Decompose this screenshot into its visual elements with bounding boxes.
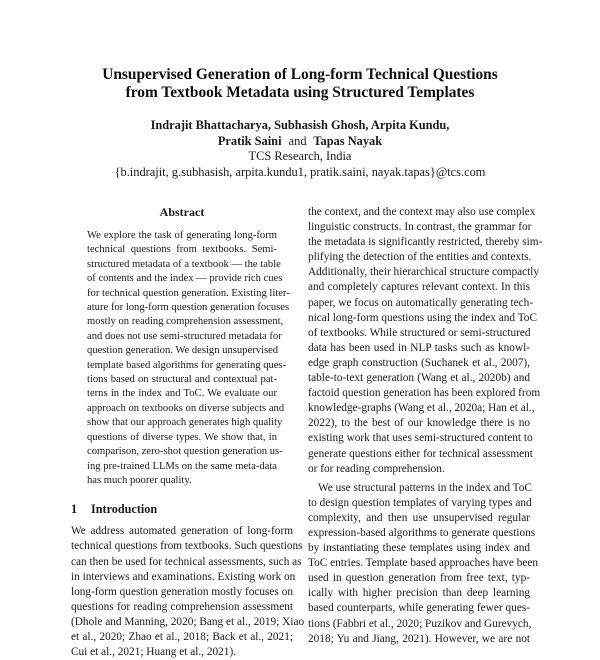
body-line: table-to-text generation (Wang et al., 2020b) and bbox=[308, 372, 530, 385]
section-number: 1 bbox=[71, 502, 78, 517]
body-line: Cui et al., 2021; Huang et al., 2021). bbox=[71, 646, 237, 659]
right-paragraph-2 bbox=[308, 481, 539, 647]
author-pratik-saini: Pratik Saini bbox=[217, 133, 282, 148]
body-line: nical long-form questions using the index and ToC bbox=[308, 311, 537, 324]
body-line: or for reading comprehension. bbox=[308, 462, 445, 475]
body-line: factoid question generation has been explored from bbox=[308, 387, 541, 400]
abstract-line: mostly on reading comprehension assessment, bbox=[87, 316, 284, 328]
body-line: tions (Fabbri et al., 2020; Puzikov and Gurevych, bbox=[308, 617, 532, 630]
author-names-line-1: Indrajit Bhattacharya, Subhasish Ghosh, Arpita Kundu, bbox=[150, 118, 450, 132]
introduction-paragraph bbox=[71, 524, 305, 660]
abstract-line: show that our approach generates high quality bbox=[87, 417, 283, 429]
abstract-line: ing pre-trained LLMs on the same meta-data bbox=[87, 460, 277, 472]
body-line: the metadata is significantly restricted, thereby sim- bbox=[308, 236, 543, 249]
body-line: 2018; Yu and Jiang, 2021). However, we are not bbox=[308, 632, 530, 645]
abstract-line: We explore the task of generating long-form bbox=[87, 230, 277, 241]
body-line: long-form question generation mostly focuses on bbox=[71, 585, 293, 598]
body-line: of textbooks. While structured or semi-structured bbox=[308, 326, 531, 339]
abstract-line: question generation. We design unsupervised bbox=[87, 345, 279, 357]
abstract-line: approach on textbooks on diverse subjects and bbox=[87, 402, 285, 414]
body-line: questions for reading comprehension assessment bbox=[71, 600, 293, 613]
body-line: ically with higher precision than deep learning bbox=[308, 587, 530, 600]
body-line: 2022), to the best of our knowledge there is no bbox=[308, 417, 530, 430]
abstract-line: technical questions from textbooks. Semi- bbox=[87, 244, 277, 256]
abstract-line: terns in the index and ToC. We evaluate our bbox=[87, 388, 277, 400]
body-line: We address automated generation of long-form bbox=[71, 525, 293, 538]
body-line: to design question templates of varying types and bbox=[308, 496, 532, 509]
body-line: by instantiating these templates using index and bbox=[308, 542, 530, 555]
section-title: Introduction bbox=[91, 502, 158, 517]
body-line: technical questions from textbooks. Such questions bbox=[71, 540, 303, 553]
body-line: expression-based algorithms to generate questions bbox=[308, 526, 536, 539]
author-names-line-2 bbox=[0, 134, 600, 150]
author-block bbox=[0, 118, 600, 180]
abstract-line: and does not use semi-structured metadata for bbox=[87, 330, 282, 342]
abstract-line: tions based on structural and contextual pat- bbox=[87, 374, 277, 386]
title-line-2: from Textbook Metadata using Structured Templates bbox=[125, 84, 475, 101]
body-line: paper, we focus on automatically generating tech- bbox=[308, 296, 534, 309]
abstract-line: template based algorithms for generating ques- bbox=[87, 359, 287, 371]
body-line: generate questions either for technical assessment bbox=[308, 447, 533, 460]
abstract-body bbox=[87, 229, 290, 488]
abstract-heading: Abstract bbox=[159, 205, 205, 219]
abstract-line: ature for long-form question generation focuses bbox=[87, 302, 290, 314]
abstract-line: questions of diverse types. We show that, in bbox=[87, 431, 277, 443]
body-line: the context, and the context may also use complex bbox=[308, 206, 536, 218]
body-line: Additionally, their hierarchical structure compactly bbox=[308, 266, 540, 279]
abstract-line: has much poorer quality. bbox=[87, 474, 192, 486]
body-line: et al., 2020; Zhao et al., 2018; Back et al., 2021; bbox=[71, 630, 293, 643]
right-column bbox=[308, 205, 543, 647]
abstract-line: for technical question generation. Existing liter- bbox=[87, 287, 290, 299]
body-line: plifying the detection of the entities and contexts. bbox=[308, 251, 532, 264]
body-line: existing work that uses semi-structured content to bbox=[308, 432, 533, 445]
abstract-line: comparison, zero-shot question generation us- bbox=[87, 446, 283, 458]
abstract-line: of contents and the index — provide rich cues bbox=[87, 273, 283, 285]
body-line: based counterparts, while generating fewer ques- bbox=[308, 602, 530, 615]
left-column bbox=[71, 205, 305, 660]
body-line: (Dhole and Manning, 2020; Bang et al., 2019; Xiao bbox=[71, 615, 305, 628]
body-line: used in question generation from free text, typ- bbox=[308, 572, 530, 585]
body-line: and completely captures relevant context. In this bbox=[308, 281, 530, 294]
right-paragraph-1 bbox=[308, 205, 543, 477]
author-emails: {b.indrajit, g.subhasish, arpita.kundu1, pratik.saini, nayak.tapas}@tcs.com bbox=[114, 164, 486, 179]
author-tapas-nayak: Tapas Nayak bbox=[313, 133, 383, 148]
body-line: in interviews and examinations. Existing work on bbox=[71, 570, 296, 583]
body-line: We use structural patterns in the index and ToC bbox=[318, 481, 532, 494]
author-and: and bbox=[288, 133, 307, 148]
paper-title bbox=[0, 66, 600, 102]
section-heading-introduction bbox=[71, 502, 293, 517]
body-line: knowledge-graphs (Wang et al., 2020a; Han et al., bbox=[308, 402, 535, 415]
body-line: linguistic constructs. In contrast, the grammar for bbox=[308, 221, 532, 234]
body-line: edge graph construction (Suchanek et al., 2007), bbox=[308, 356, 530, 369]
abstract-line: structured metadata of a textbook — the table bbox=[87, 258, 281, 270]
body-line: ToC entries. Template based approaches have been bbox=[308, 557, 539, 570]
title-line-1: Unsupervised Generation of Long-form Technical Questions bbox=[102, 66, 498, 83]
body-line: data has been used in NLP tasks such as knowl- bbox=[308, 341, 530, 354]
affiliation: TCS Research, India bbox=[248, 149, 352, 163]
body-line: can then be used for technical assessments, such as bbox=[71, 555, 302, 568]
body-line: complexity, and then use unsupervised regular bbox=[308, 511, 530, 524]
